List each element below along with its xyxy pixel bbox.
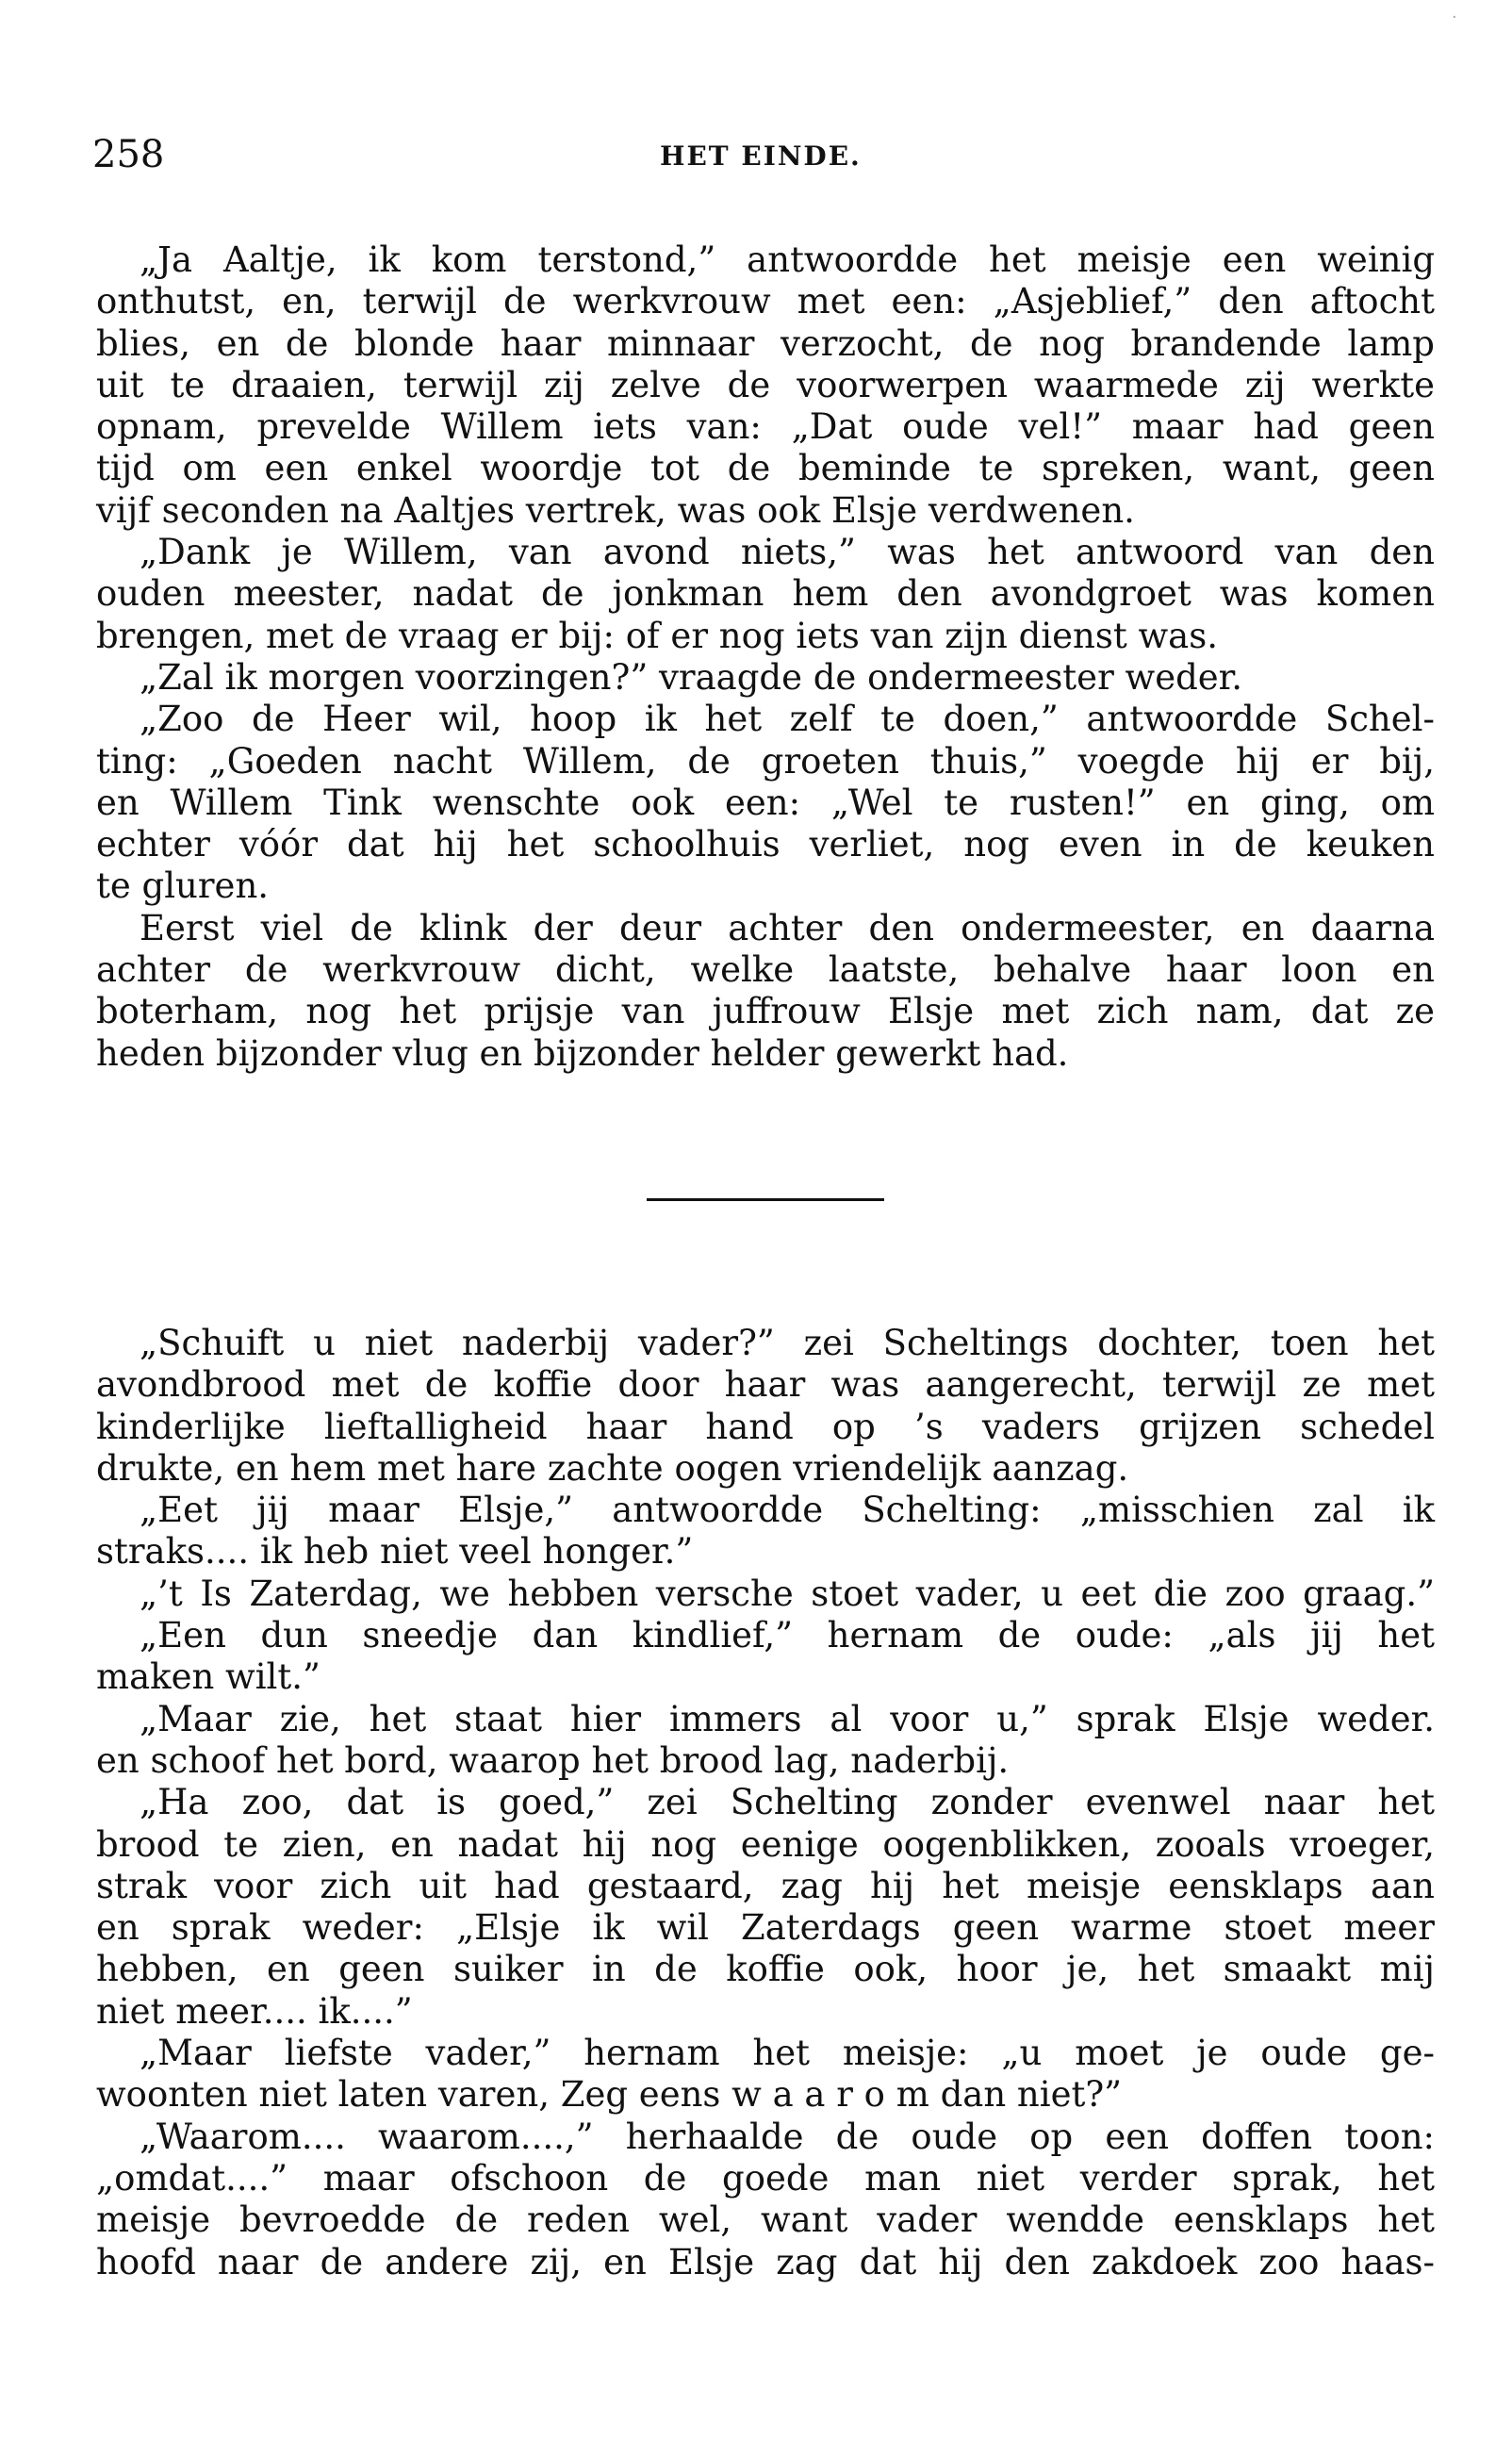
text-line: „Waarom.... waarom....,” herhaalde de oude op een doffen toon: bbox=[140, 2116, 1435, 2157]
text-line: ouden meester, nadat de jonkman hem den avondgroet was komen bbox=[96, 573, 1435, 615]
running-title: HET EINDE. bbox=[660, 140, 862, 172]
text-line: „Maar zie, het staat hier immers al voor u,” sprak Elsje weder. bbox=[140, 1698, 1435, 1739]
text-line: „’t Is Zaterdag, we hebben versche stoet vader, u eet die zoo graag.” bbox=[140, 1573, 1435, 1614]
text-line: kinderlijke lieftalligheid haar hand op ’s vaders grijzen schedel bbox=[96, 1406, 1435, 1447]
text-line: meisje bevroedde de reden wel, want vader wendde eensklaps het bbox=[96, 2199, 1435, 2241]
text-line: vijf seconden na Aaltjes vertrek, was ook Elsje verdwenen. bbox=[96, 489, 1135, 531]
text-line: „Maar liefste vader,” hernam het meisje: „u moet je oude ge- bbox=[140, 2033, 1435, 2074]
text-line: brengen, met de vraag er bij: of er nog iets van zijn dienst was. bbox=[96, 615, 1218, 656]
text-line: hebben, en geen suiker in de koffie ook, hoor je, het smaakt mij bbox=[96, 1949, 1435, 1990]
text-line: „Eet jij maar Elsje,” antwoordde Schelting: „misschien zal ik bbox=[140, 1490, 1435, 1531]
text-line: brood te zien, en nadat hij nog eenige oogenblikken, zooals vroeger, bbox=[96, 1823, 1435, 1865]
text-line: drukte, en hem met hare zachte oogen vriendelijk aanzag. bbox=[96, 1447, 1129, 1489]
text-line: woonten niet laten varen, Zeg eens w a a r o m dan niet?” bbox=[96, 2074, 1123, 2116]
text-line: blies, en de blonde haar minnaar verzocht, de nog brandende lamp bbox=[96, 322, 1435, 364]
text-line: straks.... ik heb niet veel honger.” bbox=[96, 1531, 694, 1573]
text-line: maken wilt.” bbox=[96, 1656, 320, 1698]
text-line: strak voor zich uit had gestaard, zag hij het meisje eensklaps aan bbox=[96, 1865, 1435, 1906]
text-line: en schoof het bord, waarop het brood lag, naderbij. bbox=[96, 1739, 1010, 1781]
text-line: te gluren. bbox=[96, 865, 270, 907]
section-separator bbox=[647, 1198, 884, 1201]
corner-mark: · bbox=[1452, 8, 1457, 27]
text-line: „Een dun sneedje dan kindlief,” hernam de oude: „als jij het bbox=[140, 1615, 1435, 1656]
text-block-one bbox=[96, 239, 1435, 1075]
text-line: „Zoo de Heer wil, hoop ik het zelf te doen,” antwoordde Schel- bbox=[140, 699, 1435, 740]
text-line: „Ha zoo, dat is goed,” zei Schelting zonder evenwel naar het bbox=[140, 1782, 1435, 1823]
text-line: „Schuift u niet naderbij vader?” zei Scheltings dochter, toen het bbox=[140, 1323, 1435, 1363]
text-line: opnam, prevelde Willem iets van: „Dat oude vel!” maar had geen bbox=[96, 406, 1435, 448]
text-line: heden bijzonder vlug en bijzonder helder gewerkt had. bbox=[96, 1032, 1069, 1074]
text-line: „Ja Aaltje, ik kom terstond,” antwoordde het meisje een weinig bbox=[140, 239, 1435, 280]
text-line: „Zal ik morgen voorzingen?” vraagde de ondermeester weder. bbox=[140, 656, 1243, 698]
text-line: uit te draaien, terwijl zij zelve de voorwerpen waarmede zij werkte bbox=[96, 364, 1435, 405]
text-block-two bbox=[96, 1323, 1435, 2283]
text-line: en Willem Tink wenschte ook een: „Wel te rusten!” en ging, om bbox=[96, 782, 1435, 823]
page-number: 258 bbox=[92, 133, 165, 176]
text-line: avondbrood met de koffie door haar was aangerecht, terwijl ze met bbox=[96, 1364, 1435, 1406]
text-line: echter vóór dat hij het schoolhuis verliet, nog even in de keuken bbox=[96, 824, 1435, 865]
text-line: tijd om een enkel woordje tot de beminde te spreken, want, geen bbox=[96, 448, 1435, 489]
text-line: en sprak weder: „Elsje ik wil Zaterdags geen warme stoet meer bbox=[96, 1907, 1435, 1949]
text-line: „Dank je Willem, van avond niets,” was het antwoord van den bbox=[140, 532, 1435, 573]
text-line: „omdat....” maar ofschoon de goede man niet verder sprak, het bbox=[96, 2157, 1435, 2199]
text-line: Eerst viel de klink der deur achter den ondermeester, en daarna bbox=[140, 907, 1435, 948]
text-line: achter de werkvrouw dicht, welke laatste, behalve haar loon en bbox=[96, 949, 1435, 991]
text-line: boterham, nog het prijsje van juffrouw Elsje met zich nam, dat ze bbox=[96, 991, 1435, 1032]
text-line: hoofd naar de andere zij, en Elsje zag dat hij den zakdoek zoo haas- bbox=[96, 2241, 1435, 2282]
text-line: niet meer.... ik....” bbox=[96, 1990, 413, 2032]
text-line: onthutst, en, terwijl de werkvrouw met een: „Asjeblief,” den aftocht bbox=[96, 281, 1435, 322]
text-line: ting: „Goeden nacht Willem, de groeten thuis,” voegde hij er bij, bbox=[96, 740, 1435, 782]
